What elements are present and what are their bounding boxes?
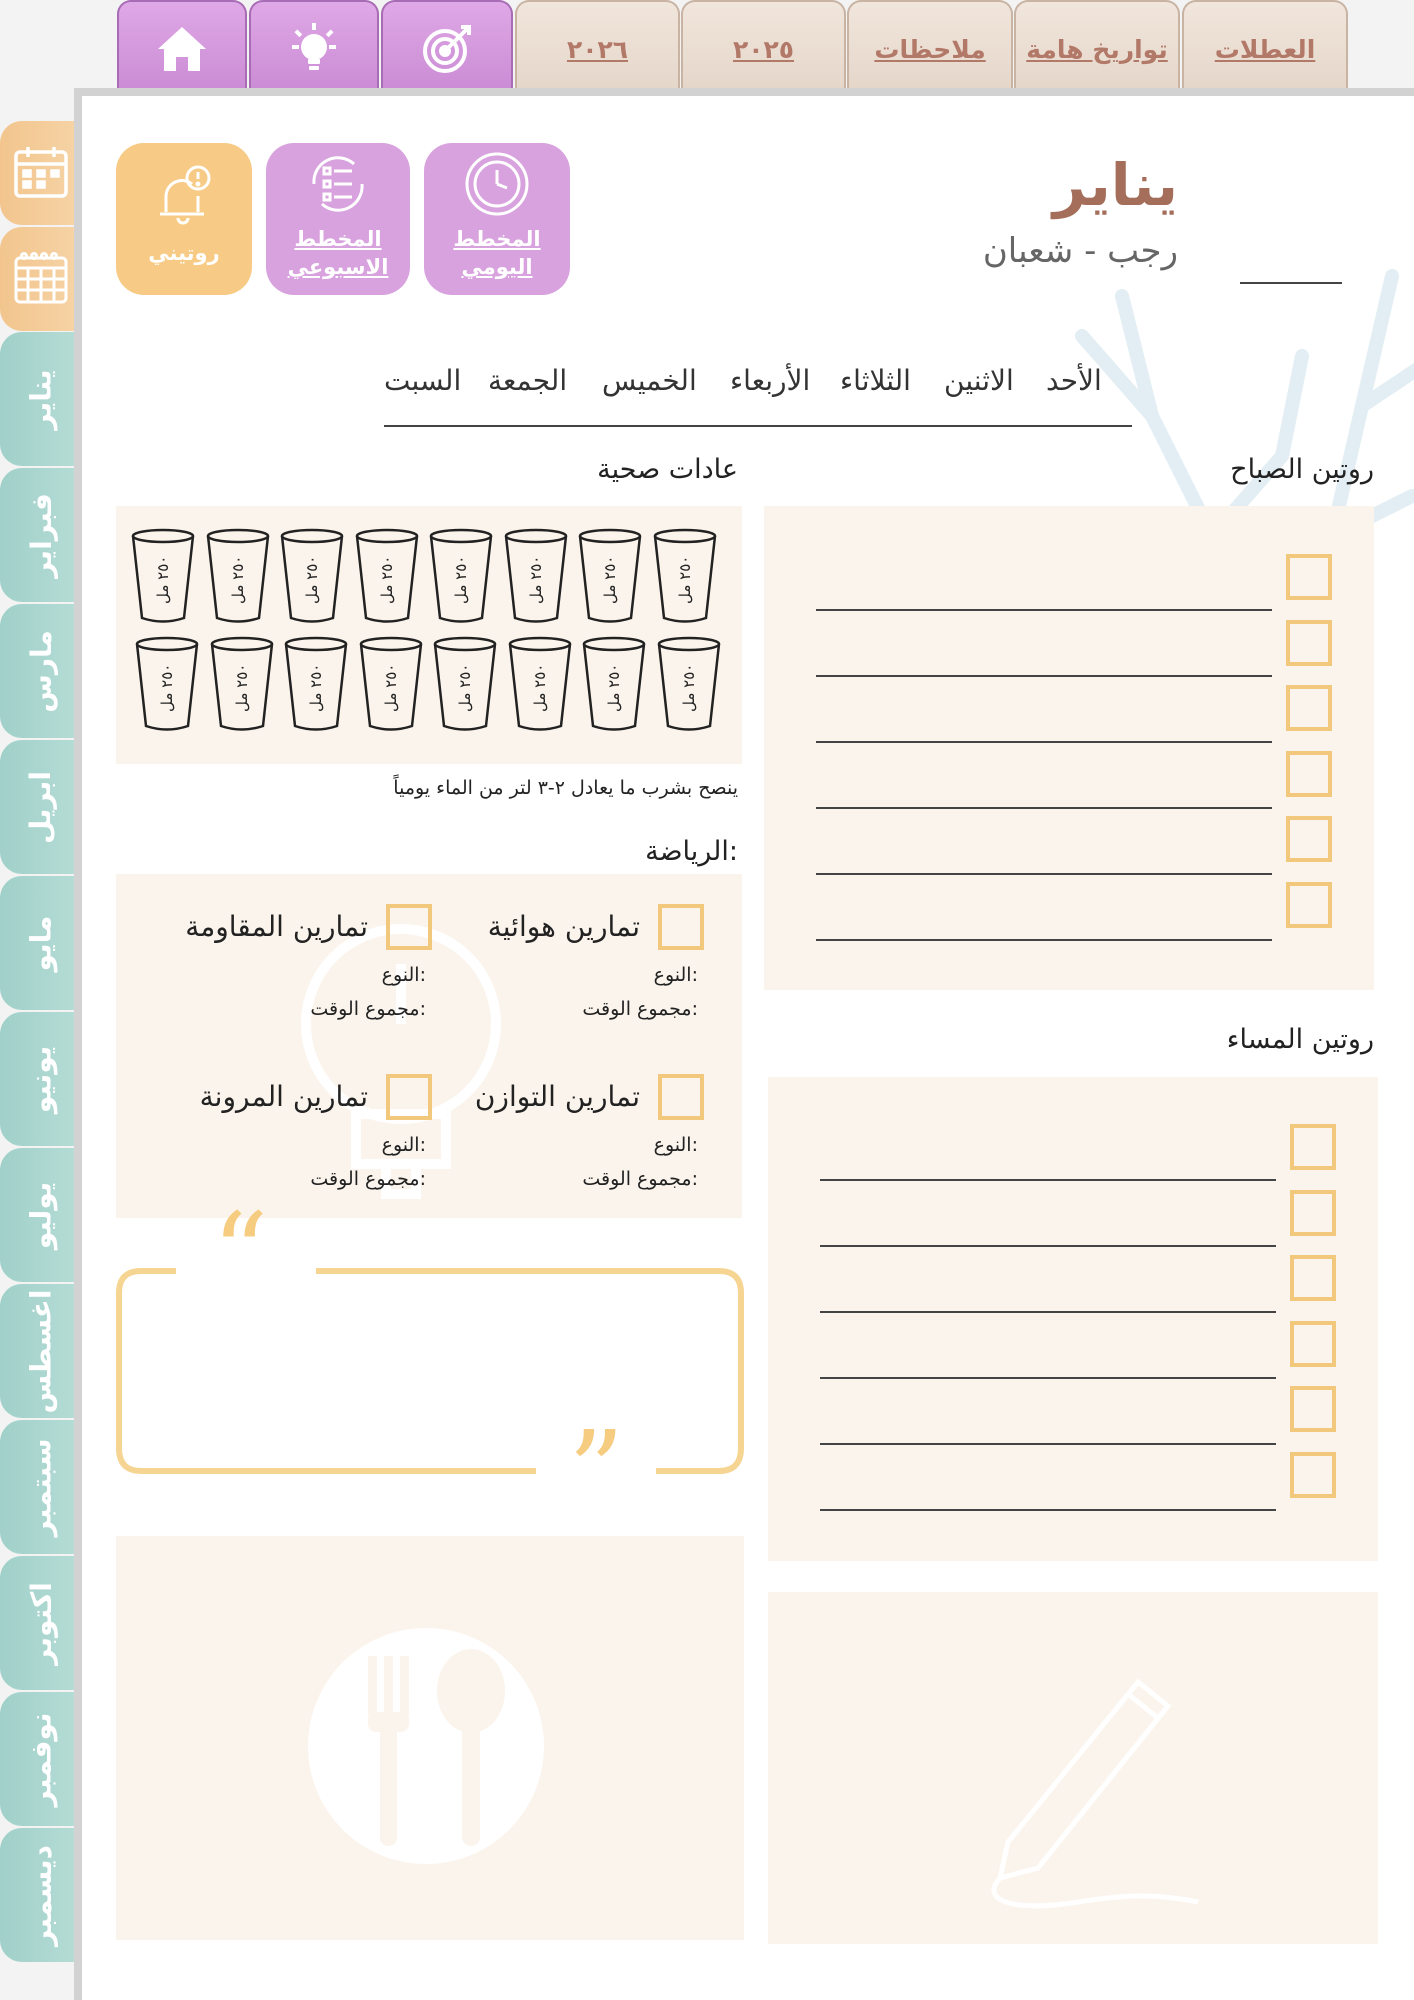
evening-line-3[interactable] — [820, 1311, 1276, 1313]
tab-year-2026[interactable]: ٢٠٢٦ — [515, 0, 680, 96]
morning-line-2[interactable] — [816, 675, 1272, 677]
checklist-cycle-icon — [302, 148, 374, 220]
calendar-icon — [12, 144, 70, 202]
morning-routine-panel — [764, 506, 1374, 990]
daily-planner-button[interactable]: المخطط اليومي — [424, 143, 570, 295]
day-thursday[interactable]: الخميس — [602, 364, 697, 397]
side-tab-monthly-calendar[interactable] — [0, 227, 82, 331]
side-tab-november[interactable]: نوفمبر — [0, 1692, 82, 1826]
water-cup-3[interactable] — [279, 528, 345, 630]
cup-label: ٢٥٠ مل — [530, 663, 549, 712]
days-underline — [384, 425, 1132, 427]
tab-goals[interactable] — [381, 0, 513, 96]
water-cup-15[interactable] — [581, 636, 647, 738]
evening-line-6[interactable] — [820, 1509, 1276, 1511]
water-cup-12[interactable] — [358, 636, 424, 738]
cup-label: ٢٥٠ مل — [154, 555, 172, 604]
side-tab-february[interactable]: فبراير — [0, 468, 82, 602]
water-cup-4[interactable] — [354, 528, 420, 630]
evening-line-2[interactable] — [820, 1245, 1276, 1247]
hijri-months: رجب - شعبان — [982, 231, 1178, 271]
day-wednesday[interactable]: الأربعاء — [730, 364, 811, 397]
flexibility-time-label: مجموع الوقت: — [310, 1168, 426, 1190]
water-cup-5[interactable] — [428, 528, 494, 630]
tab-year-2025[interactable]: ٢٠٢٥ — [681, 0, 846, 96]
water-cup-16[interactable] — [656, 636, 722, 738]
evening-checkbox-3[interactable] — [1290, 1255, 1336, 1301]
water-cup-1[interactable] — [130, 528, 196, 630]
bell-alert-icon — [148, 160, 220, 232]
evening-checkbox-5[interactable] — [1290, 1386, 1336, 1432]
evening-routine-title: روتين المساء — [1226, 1024, 1374, 1055]
day-saturday[interactable]: السبت — [384, 364, 462, 397]
tab-home[interactable] — [117, 0, 247, 96]
side-tab-may[interactable]: مايو — [0, 876, 82, 1010]
cup-label: ٢٥٠ مل — [675, 555, 694, 604]
water-cup-14[interactable] — [507, 636, 573, 738]
side-tab-yearly-calendar[interactable] — [0, 121, 82, 225]
water-cup-6[interactable] — [503, 528, 569, 630]
evening-checkbox-4[interactable] — [1290, 1321, 1336, 1367]
month-title: يناير — [1052, 151, 1178, 219]
cup-label: ٢٥٠ مل — [526, 555, 545, 604]
close-quote-icon: ” — [568, 1407, 625, 1535]
balance-checkbox[interactable] — [658, 1074, 704, 1120]
morning-checkbox-2[interactable] — [1286, 620, 1332, 666]
cup-label: ٢٥٠ مل — [228, 555, 247, 604]
water-cup-10[interactable] — [209, 636, 275, 738]
my-routine-button[interactable]: روتيني — [116, 143, 252, 295]
resistance-type-label: النوع: — [381, 964, 426, 986]
cardio-type-label: النوع: — [653, 964, 698, 986]
side-tab-january[interactable]: يناير — [0, 332, 82, 466]
water-cup-9[interactable] — [134, 636, 200, 738]
side-tab-september[interactable]: سبتمبر — [0, 1420, 82, 1554]
cardio-label: تمارين هوائية — [487, 910, 640, 943]
morning-checkbox-4[interactable] — [1286, 751, 1332, 797]
cup-label: ٢٥٠ مل — [381, 663, 400, 712]
quote-box[interactable] — [116, 1189, 744, 1535]
exercise-title: الرياضة: — [645, 836, 738, 867]
morning-line-4[interactable] — [816, 807, 1272, 809]
morning-checkbox-6[interactable] — [1286, 882, 1332, 928]
cup-label: ٢٥٠ مل — [456, 663, 474, 712]
home-icon — [154, 21, 210, 77]
evening-checkbox-1[interactable] — [1290, 1124, 1336, 1170]
morning-line-6[interactable] — [816, 939, 1272, 941]
tab-holidays[interactable]: العطلات — [1182, 0, 1348, 96]
side-tab-june[interactable]: يونيو — [0, 1012, 82, 1146]
day-tuesday[interactable]: الثلاثاء — [840, 364, 911, 397]
stopwatch-decoration — [286, 914, 516, 1204]
cup-label: ٢٥٠ مل — [307, 663, 325, 712]
side-tab-march[interactable]: مارس — [0, 604, 82, 738]
flexibility-label: تمارين المرونة — [199, 1080, 368, 1113]
exercise-panel — [116, 874, 742, 1218]
water-cup-11[interactable] — [283, 636, 349, 738]
meal-panel[interactable] — [116, 1536, 744, 1940]
cup-label: ٢٥٠ مل — [158, 663, 176, 712]
calendar-grid-icon — [12, 250, 70, 308]
evening-line-1[interactable] — [820, 1179, 1276, 1181]
day-monday[interactable]: الاثنين — [944, 364, 1014, 397]
weekly-planner-button[interactable]: المخطط الاسبوعي — [266, 143, 410, 295]
water-cup-7[interactable] — [577, 528, 643, 630]
cup-label: ٢٥٠ مل — [377, 555, 396, 604]
healthy-habits-title: عادات صحية — [597, 454, 738, 485]
side-tab-august[interactable]: اغسطس — [0, 1284, 82, 1418]
resistance-label: تمارين المقاومة — [185, 910, 368, 943]
lightbulb-icon — [286, 21, 342, 77]
cup-label: ٢٥٠ مل — [679, 663, 698, 712]
day-friday[interactable]: الجمعة — [488, 364, 568, 397]
resistance-time-label: مجموع الوقت: — [310, 998, 426, 1020]
open-quote-icon: “ — [212, 1189, 269, 1317]
day-sunday[interactable]: الأحد — [1046, 364, 1102, 397]
morning-line-1[interactable] — [816, 609, 1272, 611]
morning-checkbox-5[interactable] — [1286, 816, 1332, 862]
evening-checkbox-2[interactable] — [1290, 1190, 1336, 1236]
cup-label: ٢٥٠ مل — [232, 663, 251, 712]
evening-checkbox-6[interactable] — [1290, 1452, 1336, 1498]
evening-routine-panel — [768, 1077, 1378, 1561]
side-tab-july[interactable]: يوليو — [0, 1148, 82, 1282]
flexibility-checkbox[interactable] — [386, 1074, 432, 1120]
water-advice: ينصح بشرب ما يعادل ٢-٣ لتر من الماء يومياً — [393, 777, 738, 799]
tab-ideas[interactable] — [249, 0, 379, 96]
notes-panel[interactable] — [768, 1592, 1378, 1944]
water-cup-8[interactable] — [652, 528, 718, 630]
cardio-checkbox[interactable] — [658, 904, 704, 950]
tab-notes[interactable]: ملاحظات — [847, 0, 1013, 96]
balance-type-label: النوع: — [653, 1134, 698, 1156]
header-write-line — [1240, 282, 1342, 284]
cup-label: ٢٥٠ مل — [601, 555, 619, 604]
flexibility-type-label: النوع: — [381, 1134, 426, 1156]
cardio-time-label: مجموع الوقت: — [582, 998, 698, 1020]
morning-routine-title: روتين الصباح — [1230, 454, 1374, 485]
morning-checkbox-3[interactable] — [1286, 685, 1332, 731]
side-tab-april[interactable]: ابريل — [0, 740, 82, 874]
cup-label: ٢٥٠ مل — [452, 555, 470, 604]
water-tracker-panel — [116, 506, 742, 764]
cup-label: ٢٥٠ مل — [605, 663, 623, 712]
side-tab-october[interactable]: اكتوبر — [0, 1556, 82, 1690]
water-cup-2[interactable] — [205, 528, 271, 630]
planner-page — [74, 88, 1414, 2000]
morning-checkbox-1[interactable] — [1286, 554, 1332, 600]
cup-label: ٢٥٠ مل — [303, 555, 321, 604]
balance-time-label: مجموع الوقت: — [582, 1168, 698, 1190]
target-icon — [419, 21, 475, 77]
balance-label: تمارين التوازن — [474, 1080, 640, 1113]
evening-line-4[interactable] — [820, 1377, 1276, 1379]
tab-important-dates[interactable]: تواريخ هامة — [1014, 0, 1180, 96]
morning-line-5[interactable] — [816, 873, 1272, 875]
resistance-checkbox[interactable] — [386, 904, 432, 950]
clock-icon — [461, 148, 533, 220]
fork-spoon-icon — [306, 1626, 546, 1866]
morning-line-3[interactable] — [816, 741, 1272, 743]
pencil-icon — [958, 1622, 1218, 1922]
water-cup-13[interactable] — [432, 636, 498, 738]
evening-line-5[interactable] — [820, 1443, 1276, 1445]
side-tab-december[interactable]: ديسمبر — [0, 1828, 82, 1962]
